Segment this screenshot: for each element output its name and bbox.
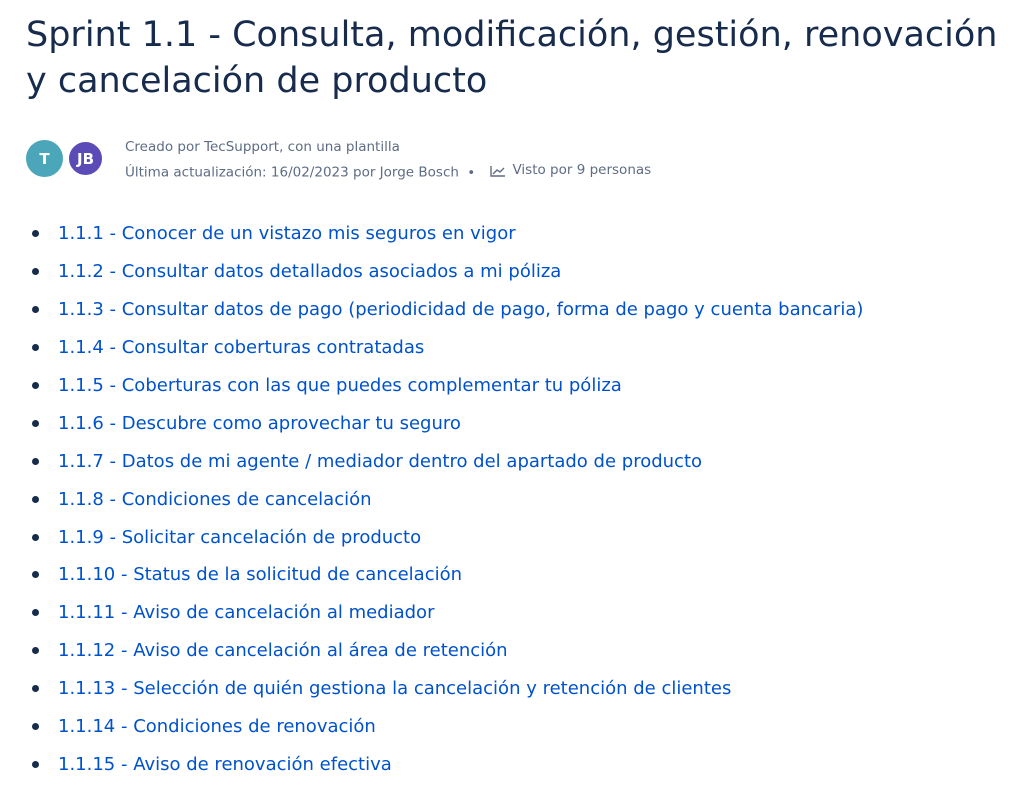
last-updated-row xyxy=(125,159,651,185)
bullet xyxy=(32,458,39,465)
last-updated-text: Última actualización: 16/02/2023 por Jorge Bosch xyxy=(125,164,459,181)
page-link[interactable]: 1.1.7 - Datos de mi agente / mediador dentro del apartado de producto xyxy=(58,450,703,472)
avatar-initials: JB xyxy=(76,149,94,168)
list-item xyxy=(26,518,863,556)
list-item xyxy=(26,329,863,367)
page-link[interactable]: 1.1.2 - Consultar datos detallados asociados a mi póliza xyxy=(58,261,562,283)
list-item xyxy=(26,670,863,708)
bullet xyxy=(32,647,39,654)
bullet xyxy=(32,609,39,616)
bullet xyxy=(32,571,39,578)
list-item xyxy=(26,367,863,405)
page-link[interactable]: 1.1.13 - Selección de quién gestiona la cancelación y retención de clientes xyxy=(58,678,732,700)
page-link[interactable]: 1.1.8 - Condiciones de cancelación xyxy=(58,488,372,510)
page-link[interactable]: 1.1.3 - Consultar datos de pago (periodicidad de pago, forma de pago y cuenta bancaria) xyxy=(58,299,864,321)
bullet xyxy=(32,534,39,541)
bullet xyxy=(32,382,39,389)
bullet xyxy=(32,761,39,768)
page-link[interactable]: 1.1.4 - Consultar coberturas contratadas xyxy=(58,337,425,359)
page-link[interactable]: 1.1.12 - Aviso de cancelación al área de retención xyxy=(58,640,508,662)
page-link[interactable]: 1.1.5 - Coberturas con las que puedes complementar tu póliza xyxy=(58,375,622,396)
page-link[interactable]: 1.1.1 - Conocer de un vistazo mis seguros en vigor xyxy=(58,223,516,245)
separator-dot: • xyxy=(467,164,476,181)
list-item xyxy=(26,745,863,783)
list-item xyxy=(26,632,863,670)
bullet xyxy=(32,420,39,427)
page-meta xyxy=(125,136,651,185)
avatar-tecsupport[interactable] xyxy=(26,140,63,177)
views-text: Visto por 9 personas xyxy=(512,162,652,178)
bullet xyxy=(32,268,39,275)
avatar-jorge-bosch[interactable] xyxy=(67,140,104,177)
list-item xyxy=(26,215,863,253)
page-link[interactable]: 1.1.10 - Status de la solicitud de cancelación xyxy=(58,564,463,586)
page-link[interactable]: 1.1.6 - Descubre como aprovechar tu seguro xyxy=(58,412,461,434)
analytics-icon xyxy=(490,165,506,177)
bullet xyxy=(32,306,39,313)
bullet xyxy=(32,685,39,692)
page-link[interactable]: 1.1.15 - Aviso de renovación efectiva xyxy=(58,753,392,775)
page-link[interactable]: 1.1.14 - Condiciones de renovación xyxy=(58,716,376,738)
bullet xyxy=(32,230,39,237)
created-by-text: Creado por TecSupport, con una plantilla xyxy=(125,139,400,155)
list-item xyxy=(26,291,863,329)
bullet xyxy=(32,496,39,503)
child-pages-list xyxy=(26,215,863,783)
list-item xyxy=(26,708,863,746)
bullet xyxy=(32,344,39,351)
list-item xyxy=(26,480,863,518)
views-link[interactable] xyxy=(484,159,651,182)
bullet xyxy=(32,723,39,730)
page-link[interactable]: 1.1.11 - Aviso de cancelación al mediador xyxy=(58,602,435,624)
list-item xyxy=(26,404,863,442)
page-title: Sprint 1.1 - Consulta, modificación, gestión, renovación y cancelación de producto xyxy=(26,15,998,101)
avatar-initials: T xyxy=(39,149,50,168)
list-item xyxy=(26,556,863,594)
list-item xyxy=(26,594,863,632)
page-link[interactable]: 1.1.9 - Solicitar cancelación de producto xyxy=(58,526,422,548)
list-item xyxy=(26,253,863,291)
list-item xyxy=(26,442,863,480)
